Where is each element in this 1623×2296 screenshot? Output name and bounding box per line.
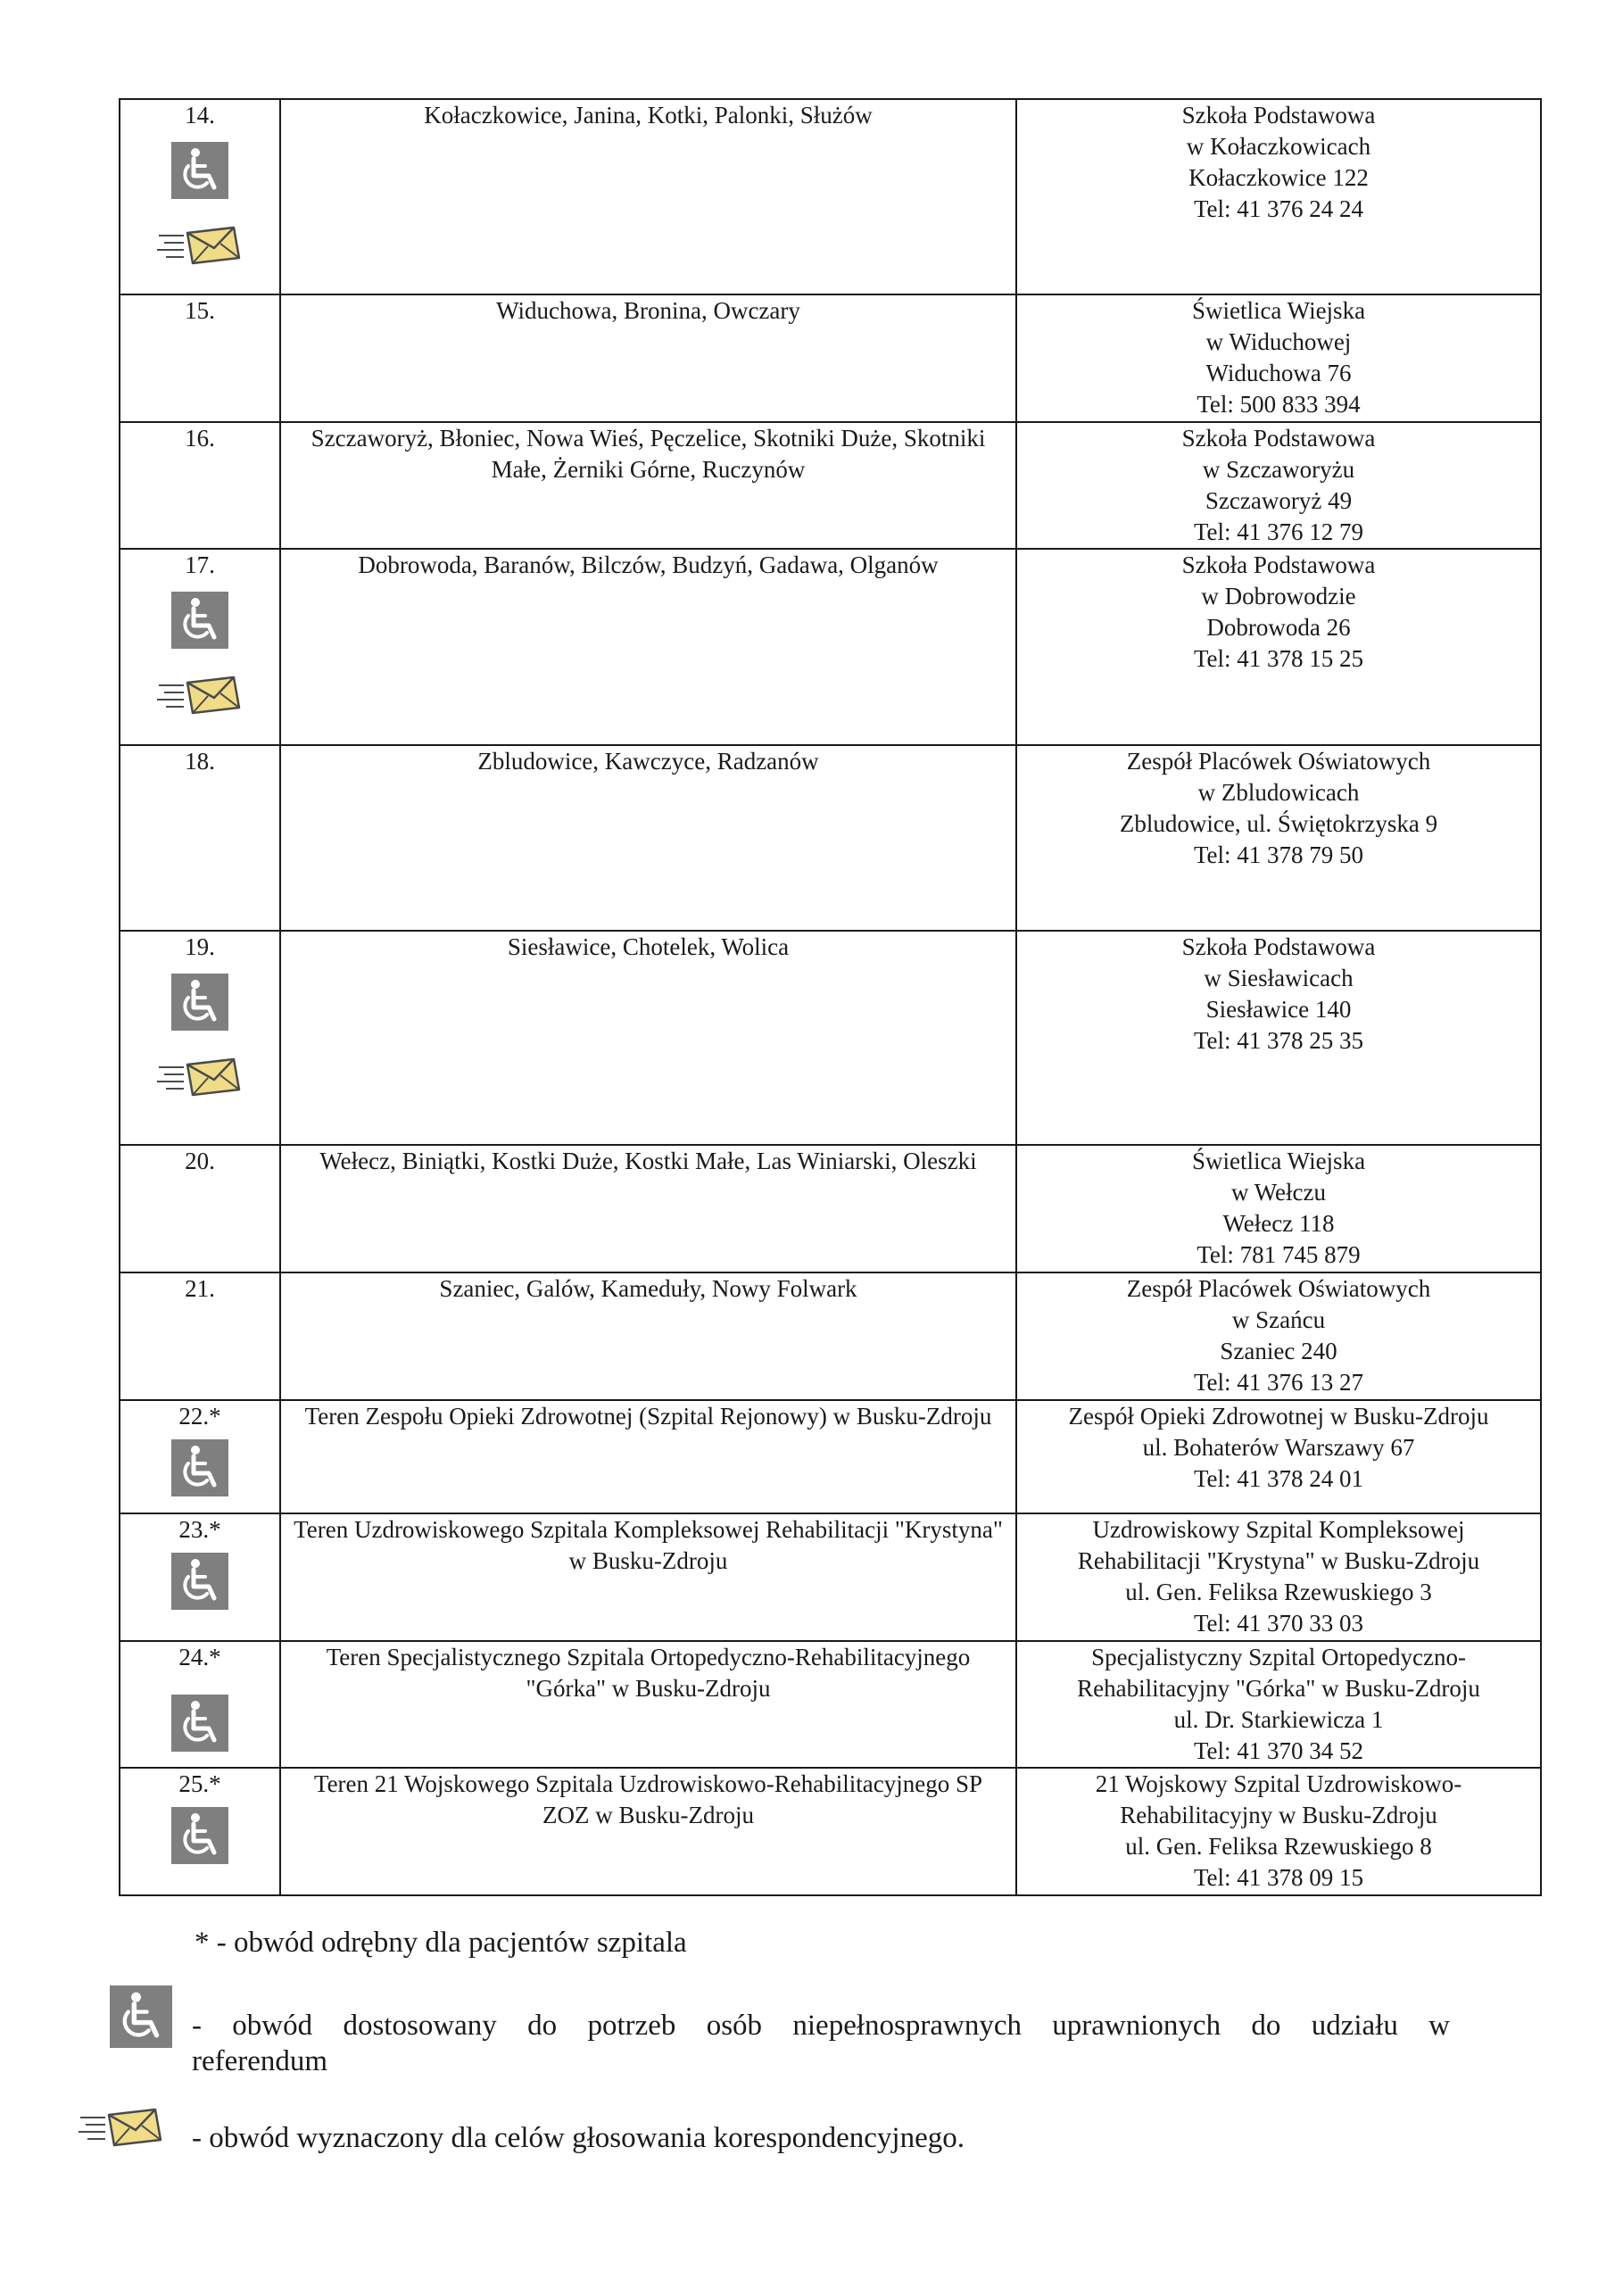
district-number-cell [120, 294, 280, 422]
table-row [120, 1768, 1541, 1895]
district-number-cell [120, 422, 280, 549]
station-phone: Tel: 41 378 24 01 [1193, 1465, 1364, 1492]
district-number: 21. [185, 1275, 215, 1302]
district-number-cell [120, 1641, 280, 1768]
district-areas: Widuchowa, Bronina, Owczary [280, 294, 1016, 422]
station-name: Zespół Opieki Zdrowotnej w Busku-Zdroju [1068, 1403, 1489, 1430]
station-location: w Szczaworyżu [1202, 456, 1355, 483]
district-number: 16. [185, 425, 215, 452]
district-number: 20. [185, 1148, 215, 1174]
station-location: w Dobrowodzie [1201, 583, 1356, 609]
station-phone: Tel: 41 376 13 27 [1193, 1369, 1364, 1396]
station-address: Dobrowoda 26 [1206, 614, 1351, 641]
table-row [120, 1145, 1541, 1272]
district-areas: Wełecz, Biniątki, Kostki Duże, Kostki Małe, Las Winiarski, Oleszki [280, 1145, 1016, 1272]
station-address: ul. Gen. Feliksa Rzewuskiego 8 [1125, 1833, 1432, 1860]
station-name: Szkoła Podstawowa [1181, 102, 1376, 128]
table-row [120, 1513, 1541, 1641]
station-name: Świetlica Wiejska [1191, 297, 1366, 324]
district-areas: Teren Specjalistycznego Szpitala Ortopedyczno-Rehabilitacyjnego "Górka" w Busku-Zdroju [280, 1641, 1016, 1768]
station-name: 21 Wojskowy Szpital Uzdrowiskowo- [1095, 1770, 1462, 1797]
district-number-cell [120, 1768, 280, 1895]
station-name: Zespół Placówek Oświatowych [1126, 1275, 1431, 1302]
station-name-cont: Rehabilitacyjny "Górka" w Busku-Zdroju [1077, 1675, 1480, 1702]
polling-station [1016, 422, 1541, 549]
table-row [120, 745, 1541, 931]
polling-station [1016, 1145, 1541, 1272]
station-address: Widuchowa 76 [1205, 360, 1352, 386]
district-number-cell [120, 1145, 280, 1272]
district-number: 24.* [178, 1644, 221, 1670]
district-areas: Zbludowice, Kawczyce, Radzanów [280, 745, 1016, 931]
polling-station [1016, 99, 1541, 294]
station-location: w Szańcu [1231, 1306, 1326, 1333]
table-row [120, 1400, 1541, 1513]
polling-station [1016, 745, 1541, 931]
district-number: 19. [185, 933, 215, 960]
station-address: Zbludowice, ul. Świętokrzyska 9 [1119, 810, 1438, 837]
station-phone: Tel: 41 376 12 79 [1193, 518, 1364, 545]
district-areas: Siesławice, Chotelek, Wolica [280, 931, 1016, 1145]
station-address: Szczaworyż 49 [1205, 487, 1353, 514]
wheelchair-icon [171, 1807, 228, 1864]
station-address: Szaniec 240 [1220, 1338, 1337, 1364]
wheelchair-icon [171, 592, 228, 649]
wheelchair-icon [171, 1553, 228, 1610]
legend-accessible-note: - obwód dostosowany do potrzeb osób niepełnosprawnych uprawnionych do udziału w referendum [192, 2010, 1450, 2077]
station-phone: Tel: 500 833 394 [1197, 391, 1361, 418]
station-name-cont: Rehabilitacyjny w Busku-Zdroju [1120, 1802, 1437, 1828]
district-number-cell [120, 1272, 280, 1400]
station-location: w Zbludowicach [1197, 779, 1360, 806]
station-phone: Tel: 41 378 25 35 [1193, 1027, 1364, 1054]
station-phone: Tel: 41 378 79 50 [1193, 841, 1364, 868]
table-row [120, 549, 1541, 745]
district-areas: Szczaworyż, Błoniec, Nowa Wieś, Pęczelice, Skotniki Duże, Skotniki Małe, Żerniki Górne, Ruczynów [280, 422, 1016, 549]
district-areas: Szaniec, Galów, Kameduły, Nowy Folwark [280, 1272, 1016, 1400]
polling-station [1016, 1641, 1541, 1768]
station-location: w Widuchowej [1205, 328, 1352, 355]
envelope-icon [157, 224, 243, 269]
district-number: 22.* [178, 1403, 221, 1430]
district-number: 15. [185, 297, 215, 324]
polling-station [1016, 294, 1541, 422]
station-phone: Tel: 41 378 09 15 [1193, 1864, 1364, 1891]
district-number-cell [120, 931, 280, 1145]
district-number: 23.* [178, 1516, 221, 1543]
district-number: 17. [185, 551, 215, 578]
polling-station [1016, 1272, 1541, 1400]
station-address: ul. Gen. Feliksa Rzewuskiego 3 [1125, 1579, 1432, 1605]
station-name: Szkoła Podstawowa [1181, 933, 1376, 960]
district-areas: Dobrowoda, Baranów, Bilczów, Budzyń, Gadawa, Olganów [280, 549, 1016, 745]
station-phone: Tel: 41 370 34 52 [1193, 1737, 1364, 1764]
legend-postal-note: - obwód wyznaczony dla celów głosowania korespondencyjnego. [192, 2122, 965, 2154]
station-phone: Tel: 41 370 33 03 [1193, 1610, 1364, 1637]
district-number-cell [120, 549, 280, 745]
polling-station [1016, 1400, 1541, 1513]
table-row [120, 931, 1541, 1145]
polling-station [1016, 1513, 1541, 1641]
district-number-cell [120, 745, 280, 931]
district-number-cell [120, 1513, 280, 1641]
district-number-cell [120, 1400, 280, 1513]
station-address: Siesławice 140 [1205, 996, 1352, 1023]
station-address: ul. Bohaterów Warszawy 67 [1142, 1434, 1415, 1461]
station-name: Świetlica Wiejska [1191, 1148, 1366, 1174]
legend-hospital-note: * - obwód odrębny dla pacjentów szpitala [195, 1927, 687, 1959]
station-location: w Kołaczkowicach [1186, 133, 1371, 160]
polling-station [1016, 1768, 1541, 1895]
district-areas: Teren Uzdrowiskowego Szpitala Kompleksowej Rehabilitacji "Krystyna" w Busku-Zdroju [280, 1513, 1016, 1641]
wheelchair-icon [171, 142, 228, 199]
polling-districts-table [119, 98, 1542, 1896]
table-row [120, 99, 1541, 294]
station-phone: Tel: 41 376 24 24 [1193, 195, 1364, 222]
station-address: ul. Dr. Starkiewicza 1 [1173, 1706, 1384, 1733]
district-areas: Teren Zespołu Opieki Zdrowotnej (Szpital Rejonowy) w Busku-Zdroju [280, 1400, 1016, 1513]
district-areas: Teren 21 Wojskowego Szpitala Uzdrowiskowo-Rehabilitacyjnego SP ZOZ w Busku-Zdroju [280, 1768, 1016, 1895]
wheelchair-icon [171, 974, 228, 1031]
district-number-cell [120, 99, 280, 294]
station-name: Szkoła Podstawowa [1181, 425, 1376, 452]
table-row [120, 1272, 1541, 1400]
table-row [120, 294, 1541, 422]
station-phone: Tel: 781 745 879 [1197, 1241, 1361, 1268]
polling-station [1016, 549, 1541, 745]
station-address: Kołaczkowice 122 [1188, 164, 1369, 191]
district-areas: Kołaczkowice, Janina, Kotki, Palonki, Służów [280, 99, 1016, 294]
envelope-icon [157, 674, 243, 718]
envelope-icon [79, 2102, 164, 2154]
table-row [120, 422, 1541, 549]
district-number: 25.* [178, 1770, 221, 1797]
wheelchair-icon [110, 1985, 172, 2048]
station-phone: Tel: 41 378 15 25 [1193, 645, 1364, 672]
station-name: Szkoła Podstawowa [1181, 551, 1376, 578]
wheelchair-icon [171, 1695, 228, 1752]
station-address: Wełecz 118 [1222, 1210, 1335, 1237]
envelope-icon [157, 1056, 243, 1100]
station-name: Uzdrowiskowy Szpital Kompleksowej [1092, 1516, 1465, 1543]
table-row [120, 1641, 1541, 1768]
station-name: Specjalistyczny Szpital Ortopedyczno- [1091, 1644, 1466, 1670]
wheelchair-icon [171, 1439, 228, 1496]
station-name: Zespół Placówek Oświatowych [1126, 748, 1431, 775]
district-number: 14. [185, 102, 215, 128]
station-location: w Wełczu [1230, 1179, 1327, 1206]
station-name-cont: Rehabilitacji "Krystyna" w Busku-Zdroju [1077, 1547, 1480, 1574]
station-location: w Siesławicach [1204, 965, 1354, 991]
district-number: 18. [185, 748, 215, 775]
polling-station [1016, 931, 1541, 1145]
